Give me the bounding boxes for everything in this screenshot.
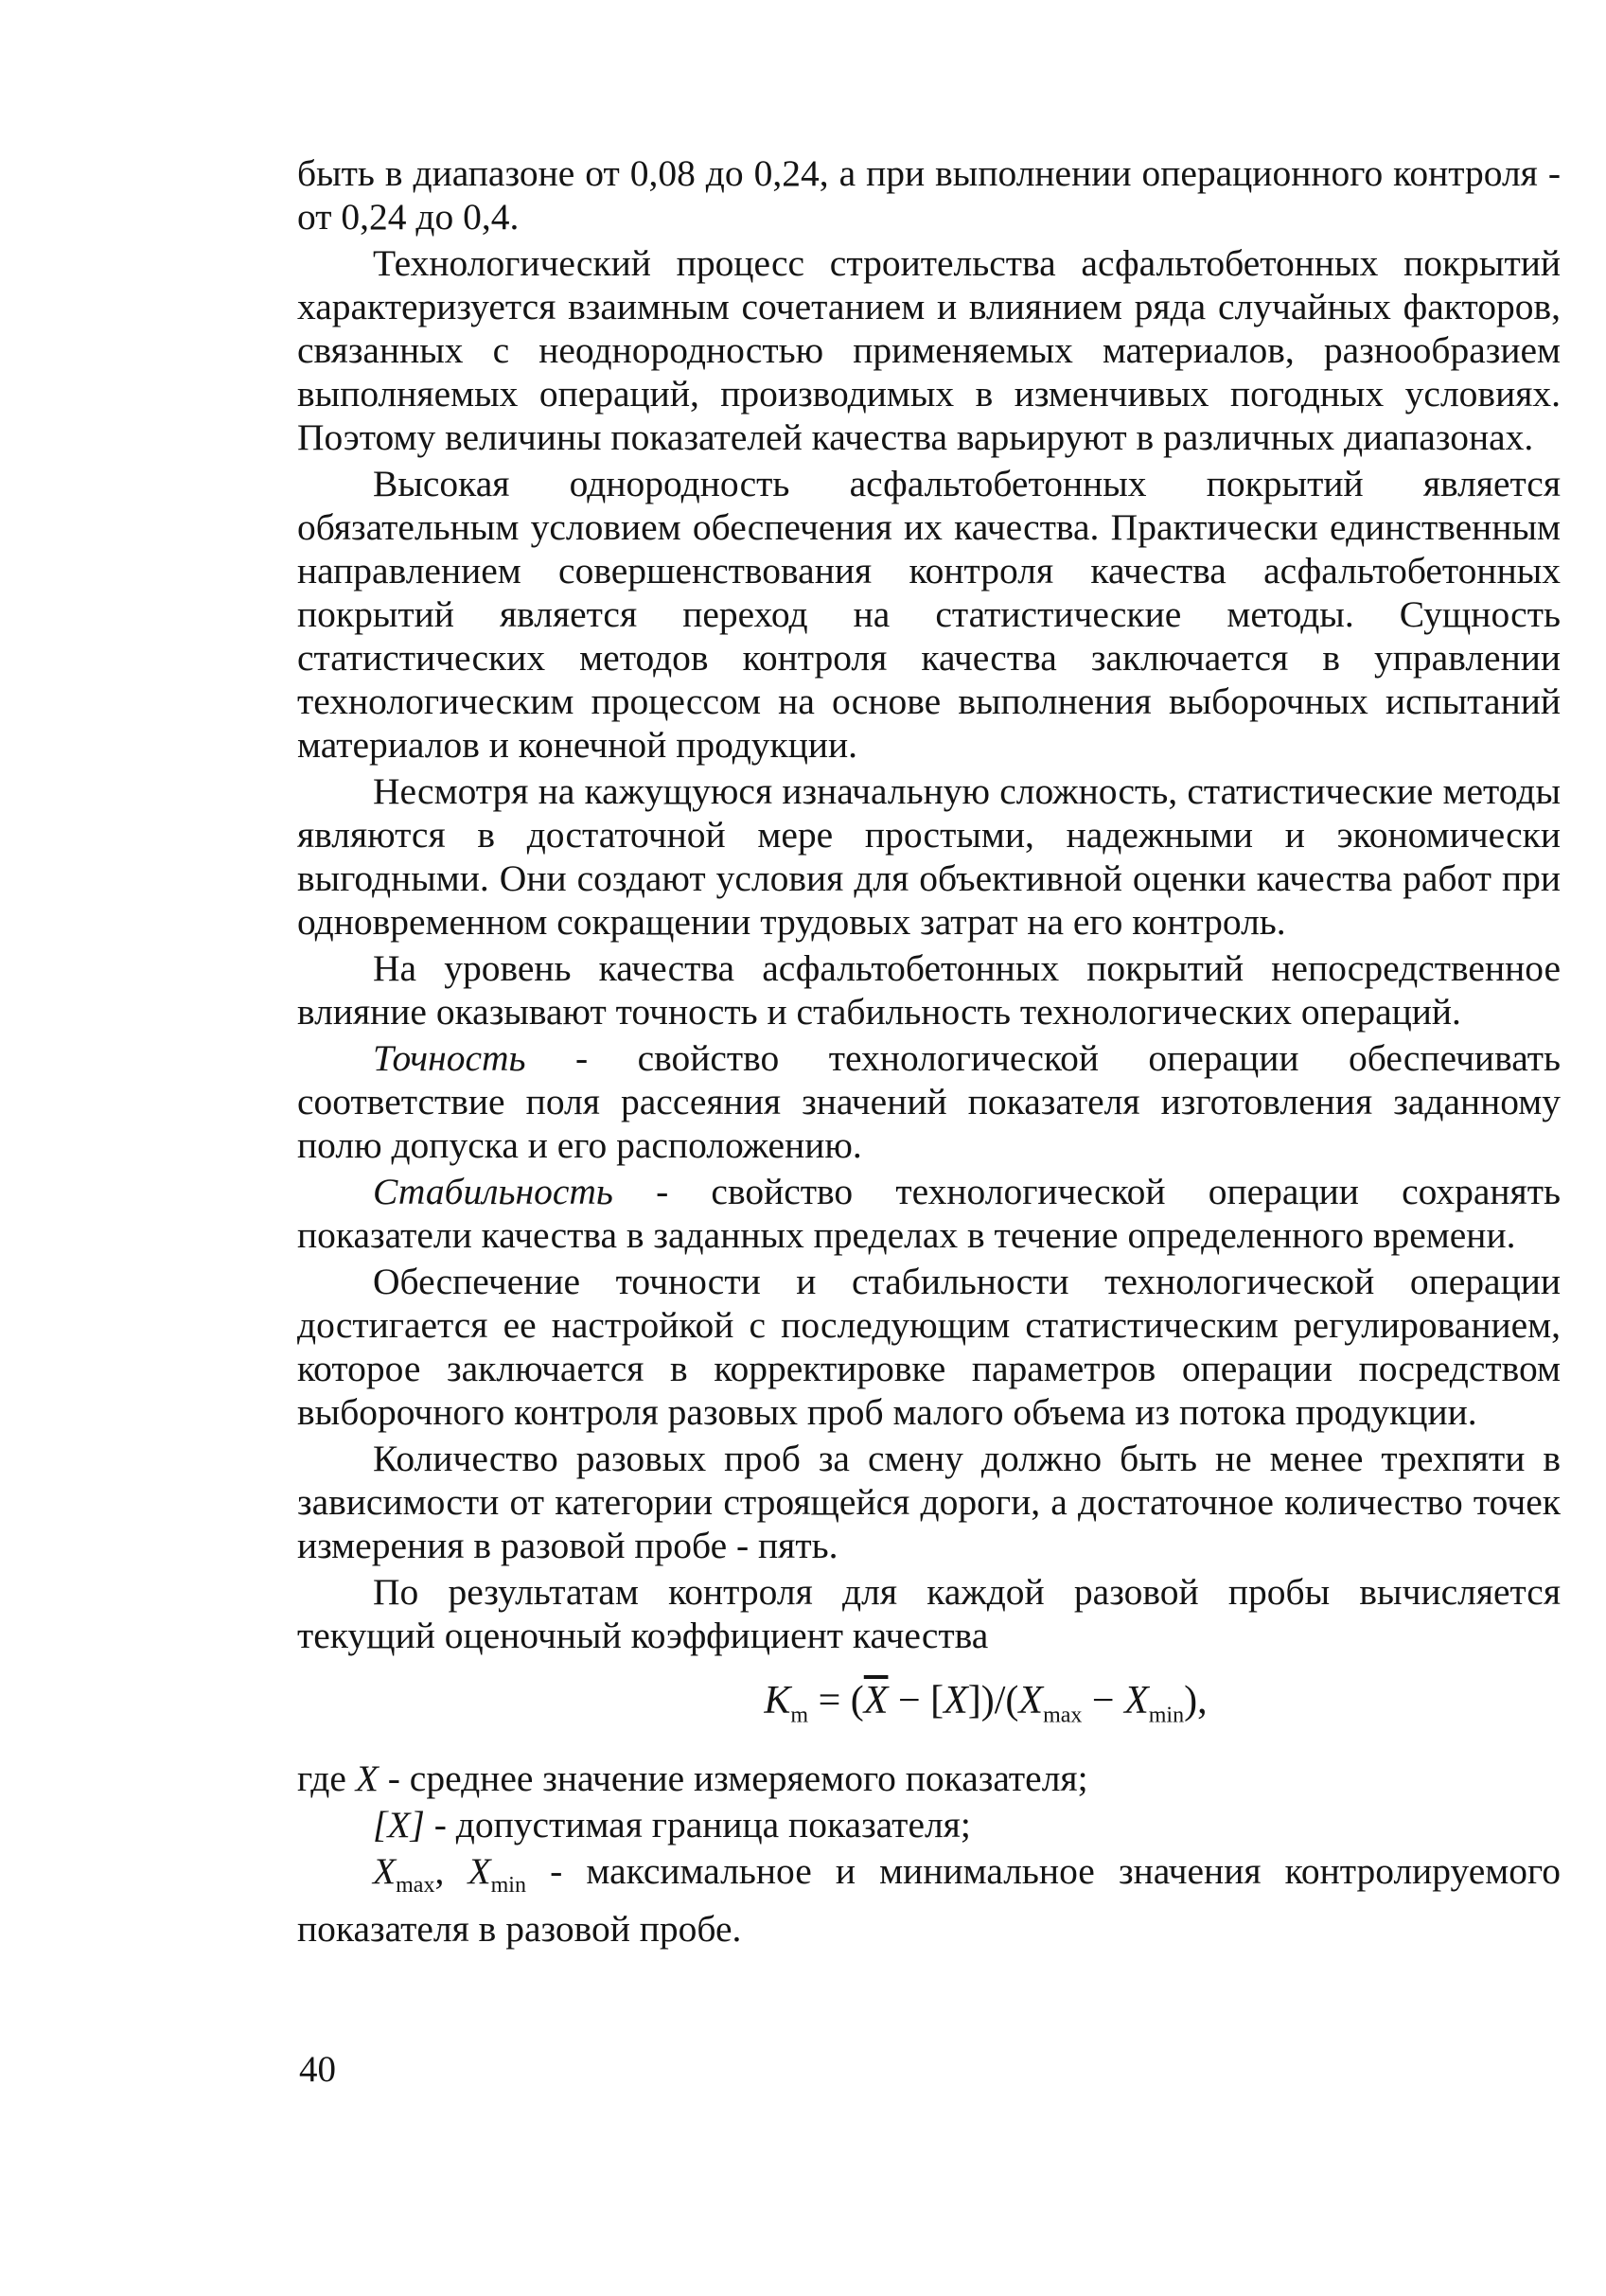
term-stability: Стабильность [373,1171,613,1212]
page-number: 40 [299,2049,336,2090]
paragraph-8: По результатам контроля для каждой разовой пробы вычисляется текущий оценочный коэффициент качества [297,1571,1561,1656]
paragraph-1: быть в диапазоне от 0,08 до 0,24, а при выполнении операционного контроля - от 0,24 до 0,4. [297,152,1561,238]
paragraph-5: На уровень качества асфальтобетонных покрытий непосредственное влияние оказывают точность и стабильность технологических операций. [297,947,1561,1033]
where-line-2: [X] - допустимая граница показателя; [373,1804,971,1846]
definition-accuracy [297,1036,1561,1167]
paragraph-6: Обеспечение точности и стабильности технологической операции достигается ее настройкой с последующим статистическим регулированием, которое заключается в корректировке параметров операции посредством выборочного контроля разовых проб малого объема из потока продукции. [297,1261,1561,1433]
definition-accuracy-text: - свойство технологической операции обеспечивать соответствие поля рассеяния значений показателя изготовления заданному полю допуска и его расположению. [297,1037,1561,1166]
body-text [297,151,1561,1951]
definition-stability-text: - свойство технологической операции сохранять показатели качества в заданных пределах в течение определенного времени. [297,1171,1561,1256]
where-line-3: $X_{max}$, $X_{min}$ - максимальное и минимальное значения контролируемого показателя в разовой пробе. [297,1850,1561,1951]
term-accuracy: Точность [373,1037,526,1079]
quality-coefficient-formula: $K_m = (\overline{X} - [X])/(X_{max} - X_{min})$, [764,1679,1208,1728]
paragraph-7: Количество разовых проб за смену должно быть не менее трехпяти в зависимости от категории строящейся дороги, а достаточное количество точек измерения в разовой пробе - пять. [297,1438,1561,1566]
definition-stability [297,1170,1561,1257]
paragraph-3: Высокая однородность асфальтобетонных покрытий является обязательным условием обеспечения их качества. Практически единственным направлением совершенствования контроля качества асфальтобетонных покрытий является переход на статистические методы. Сущность статистических методов контроля качества заключается в управлении технологическим процессом на основе выполнения выборочных испытаний материалов и конечной продукции. [297,463,1561,766]
where-line-1: где X - среднее значение измеряемого показателя; [297,1757,1088,1800]
paragraph-2: Технологический процесс строительства асфальтобетонных покрытий характеризуется взаимным сочетанием и влиянием ряда случайных факторов, связанных с неоднородностью применяемых материалов, разнообразием выполняемых операций, производимых в изменчивых погодных условиях. Поэтому величины показателей качества варьируют в различных диапазонах. [297,242,1561,458]
paragraph-4: Несмотря на кажущуюся изначальную сложность, статистические методы являются в достаточной мере простыми, надежными и экономически выгодными. Они создают условия для объективной оценки качества работ при одновременном сокращении трудовых затрат на его контроль. [297,770,1561,943]
